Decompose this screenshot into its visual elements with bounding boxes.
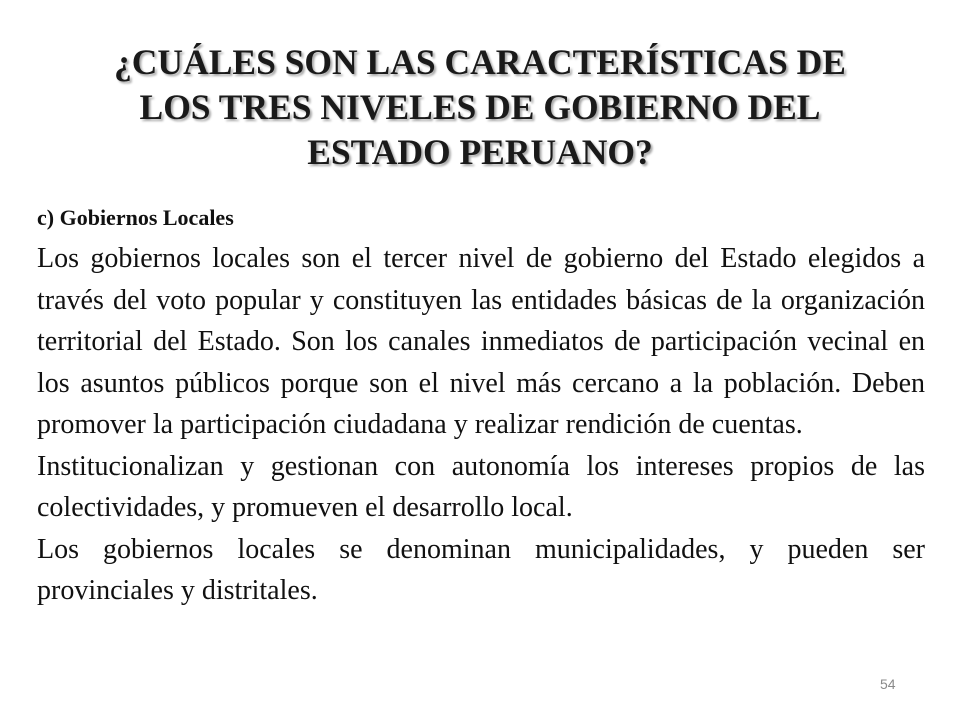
- section-subtitle: c) Gobiernos Locales: [37, 205, 234, 230]
- paragraph-2: Institucionalizan y gestionan con autonomía los intereses propios de las colectividades, y promueven el desarrollo local.: [37, 450, 925, 523]
- page-number: 54: [880, 676, 896, 692]
- paragraph-3: Los gobiernos locales se denominan municipalidades, y pueden ser provinciales y distritales.: [37, 533, 925, 606]
- paragraph-1: Los gobiernos locales son el tercer nivel de gobierno del Estado elegidos a través del voto popular y constituyen las entidades básicas de la organización territorial del Estado. Son los canales inmediatos de participación vecinal en los asuntos públicos porque son el nivel más cercano a la población. Deben promover la participación ciudadana y realizar rendición de cuentas.: [37, 243, 925, 440]
- slide-body: [37, 198, 925, 612]
- title-line-2: LOS TRES NIVELES DE GOBIERNO DEL: [139, 87, 821, 127]
- title-line-3: ESTADO PERUANO?: [307, 132, 653, 172]
- slide-title: [40, 40, 920, 175]
- title-line-1: ¿CUÁLES SON LAS CARACTERÍSTICAS DE: [114, 42, 846, 82]
